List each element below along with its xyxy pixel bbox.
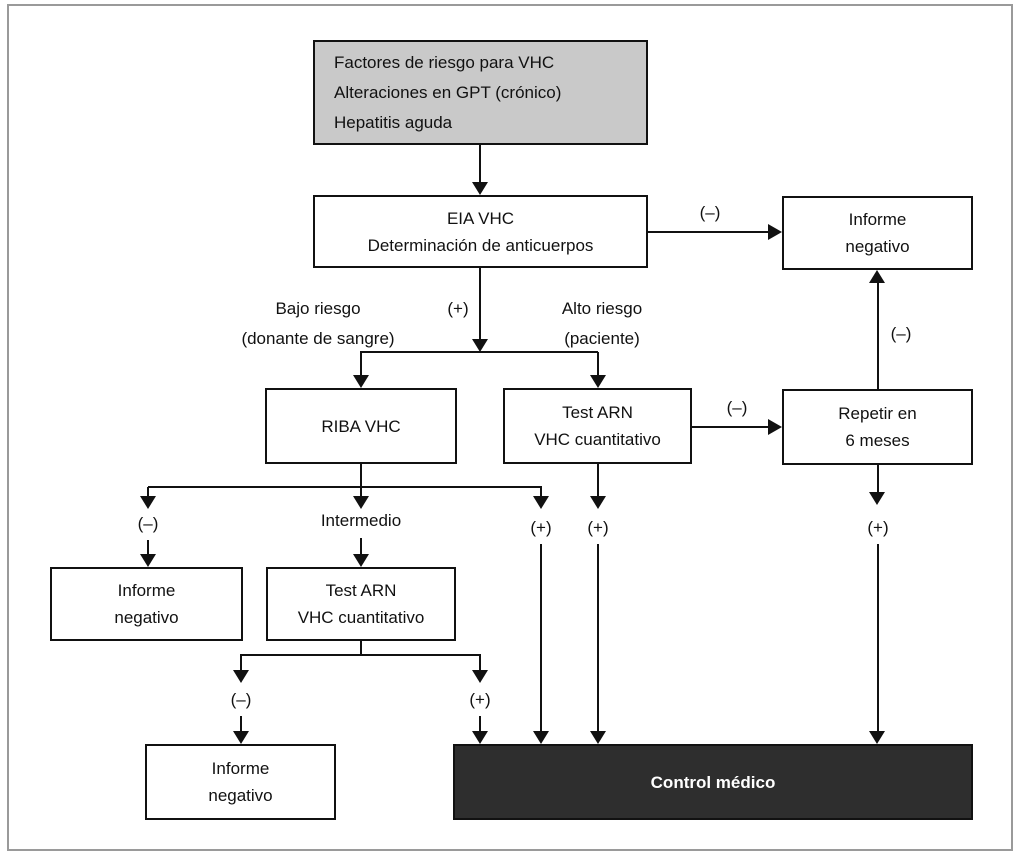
node-text: negativo [114,608,179,627]
node-text: Control médico [650,772,776,792]
node-text: Test ARN [562,403,633,422]
arrowhead-icon [472,182,488,195]
connector-test2-pos [479,655,481,671]
arrowhead-icon [533,496,549,509]
connector-riba-down [360,464,362,488]
node-text: VHC cuantitativo [534,430,661,449]
connector-risk-to-eia [479,145,481,183]
node-text: Informe [848,210,907,229]
arrowhead-icon [353,496,369,509]
arrowhead-icon [140,554,156,567]
node-informe-negativo-top [782,196,973,270]
node-test-arn-1 [503,388,692,464]
label-test2-negative: (–) [230,690,252,709]
node-control-medico [453,744,973,820]
label-low-risk-1: Bajo riesgo [275,299,361,318]
node-test-arn-2 [266,567,456,641]
label-test1-positive: (+) [587,518,609,537]
arrowhead-icon [353,554,369,567]
node-text: Factores de riesgo para VHC [334,52,555,72]
connector-split-bar [360,351,598,353]
connector-repetir-up [877,283,879,389]
label-test1-negative: (–) [726,398,748,417]
arrowhead-icon [768,419,782,435]
node-text: RIBA VHC [321,416,401,436]
label-eia-positive: (+) [447,299,469,318]
connector-eia-to-informe [648,231,770,233]
connector-to-test1 [597,352,599,376]
connector-to-riba [360,352,362,376]
connector-test2-down [360,641,362,655]
connector-pos-to-control [479,716,481,732]
node-informe-negativo-bottom [145,744,336,820]
node-text: negativo [208,786,273,805]
connector-repetir-down [877,465,879,493]
arrowhead-icon [472,670,488,683]
connector-repetir-to-control [877,544,879,732]
node-risk-factors [313,40,648,145]
connector-test1-to-repetir [692,426,768,428]
connector-riba-bar [148,486,542,488]
arrowhead-icon [590,375,606,388]
label-high-risk-1: Alto riesgo [561,299,643,318]
connector-riba-pos-to-control [540,544,542,732]
connector-test2-neg [240,655,242,671]
arrowhead-icon [233,670,249,683]
node-text: negativo [845,237,910,256]
arrowhead-icon [353,375,369,388]
node-text: Determinación de anticuerpos [367,235,594,255]
label-riba-intermediate: Intermedio [320,511,402,530]
label-repetir-positive: (+) [867,518,889,537]
connector-eia-down [479,268,481,340]
arrowhead-icon [869,270,885,283]
node-text: VHC cuantitativo [297,608,425,627]
arrowhead-icon [590,496,606,509]
arrowhead-icon [869,492,885,505]
label-riba-negative: (–) [137,514,159,533]
arrowhead-icon [768,224,782,240]
node-text: 6 meses [845,431,910,450]
arrowhead-icon [590,731,606,744]
node-text: Alteraciones en GPT (crónico) [334,82,562,102]
node-text: Informe [117,581,176,600]
node-text: Test ARN [325,581,397,600]
connector-neg-to-informe-bottom [240,716,242,732]
arrowhead-icon [533,731,549,744]
node-text: EIA VHC [446,208,515,228]
connector-test2-bar [240,654,481,656]
arrowhead-icon [233,731,249,744]
arrowhead-icon [140,496,156,509]
label-riba-positive: (+) [530,518,552,537]
node-eia-vhc [313,195,648,268]
label-low-risk-2: (donante de sangre) [241,329,395,348]
arrowhead-icon [472,731,488,744]
connector-test1-to-control [597,544,599,732]
node-repetir-6-meses [782,389,973,465]
label-repetir-up-negative: (–) [890,324,912,343]
node-text: Hepatitis aguda [334,112,453,132]
label-high-risk-2: (paciente) [564,329,640,348]
node-text: Repetir en [838,404,917,423]
node-informe-negativo-mid [50,567,243,641]
label-test2-positive: (+) [469,690,491,709]
arrowhead-icon [869,731,885,744]
node-text: Informe [211,759,270,778]
connector-test1-down [597,464,599,497]
label-eia-negative: (–) [699,203,721,222]
node-riba-vhc [265,388,457,464]
